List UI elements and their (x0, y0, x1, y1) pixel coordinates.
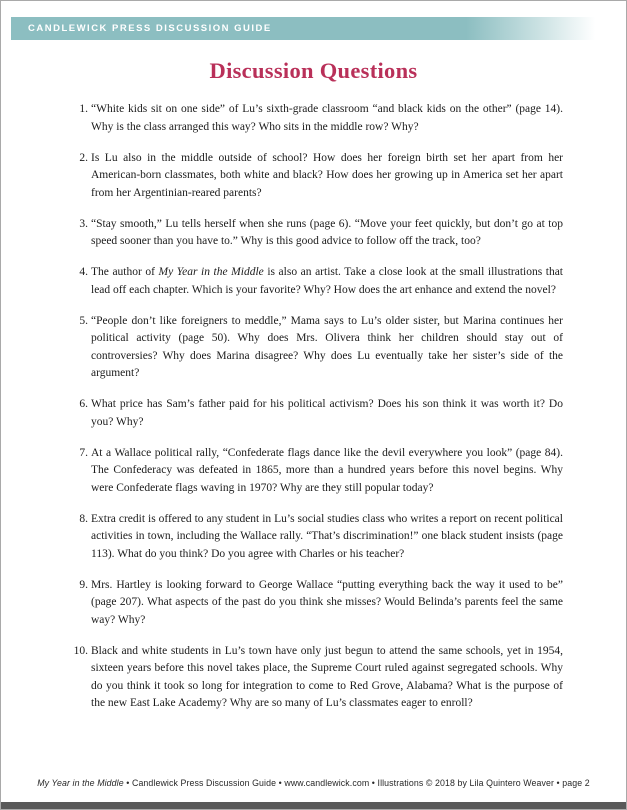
footer (1, 778, 626, 788)
page-title: Discussion Questions (209, 58, 418, 83)
question-text: “White kids sit on one side” of Lu’s sixth-grade classroom “and black kids on the other” (page 14). Why is the class arranged this way? Who sits in the middle row? Why? (91, 103, 563, 133)
question-text: Mrs. Hartley is looking forward to George Wallace “putting everything back the way it used to be” (page 207). What aspects of the past do you think she misses? Would Belinda’s parents feel the same way? Why? (91, 578, 563, 626)
question-item (65, 264, 563, 299)
question-item (65, 577, 563, 630)
question-item (65, 445, 563, 498)
question-number: 10. (73, 644, 88, 657)
question-number: 9. (79, 578, 88, 591)
footer-bar (1, 802, 626, 809)
question-item (65, 313, 563, 383)
question-item (65, 511, 563, 564)
question-text: “Stay smooth,” Lu tells herself when she runs (page 6). “Move your feet quickly, but don’t go at top speed sooner than you have to.” Why is this good advice to follow off the track, too? (91, 217, 563, 247)
question-number: 6. (79, 398, 88, 410)
question-text: The author of My Year in the Middle is also an artist. Take a close look at the small illustrations that lead off each chapter. Which is your favorite? Why? How does the art enhance and extend the novel? (91, 266, 564, 296)
question-number: 7. (79, 446, 88, 459)
header-banner (11, 17, 626, 40)
question-number: 3. (79, 217, 88, 230)
question-text: Is Lu also in the middle outside of school? How does her foreign birth set her apart from her American-born classmates, both white and black? How does her growing up in America set her apart from her Argentinian-reared parents? (91, 151, 563, 199)
question-text: “People don’t like foreigners to meddle,” Mama says to Lu’s older sister, but Marina continues her political activity (page 50). Why does Mrs. Olivera think her children should stay out of controversies? Why does Marina disagree? Why does Lu eventually take her sister’s side of the argument? (91, 314, 563, 379)
question-item (65, 216, 563, 251)
footer-text: My Year in the Middle • Candlewick Press Discussion Guide • www.candlewick.com • Illustrations © 2018 by Lila Quintero Weaver • page 2 (37, 778, 590, 788)
question-text: At a Wallace political rally, “Confederate flags dance like the devil everywhere you look” (page 84). The Confederacy was defeated in 1865, more than a hundred years before this novel begins. Why were Confederate flags waving in 1970? Why are they still popular today? (91, 446, 563, 494)
question-number: 1. (79, 103, 88, 115)
question-number: 2. (79, 151, 88, 164)
question-item (65, 150, 563, 203)
question-number: 4. (79, 266, 88, 278)
question-number: 5. (79, 314, 88, 327)
question-item (65, 396, 563, 431)
question-text: Extra credit is offered to any student in Lu’s social studies class who writes a report on recent political activities in town, including the Wallace rally. “That’s discrimination!” one black student insists (page 113). What do you think? Do you agree with Charles or his teacher? (91, 512, 563, 560)
question-number: 8. (79, 512, 88, 525)
question-item (65, 643, 563, 713)
question-item (65, 101, 563, 136)
banner-label: CANDLEWICK PRESS DISCUSSION GUIDE (28, 23, 272, 34)
question-text: Black and white students in Lu’s town have only just begun to attend the same schools, yet in 1954, sixteen years before this novel takes place, the Supreme Court ruled against segregated schools. Why do you think it took so long for integration to come to Red Grove, Alabama? What is the purpose of the new East Lake Academy? Why are so many of Lu’s classmates eager to enroll? (91, 644, 563, 709)
question-text: What price has Sam’s father paid for his political activism? Does his son think it was worth it? Do you? Why? (91, 398, 563, 428)
questions-list (65, 101, 563, 713)
